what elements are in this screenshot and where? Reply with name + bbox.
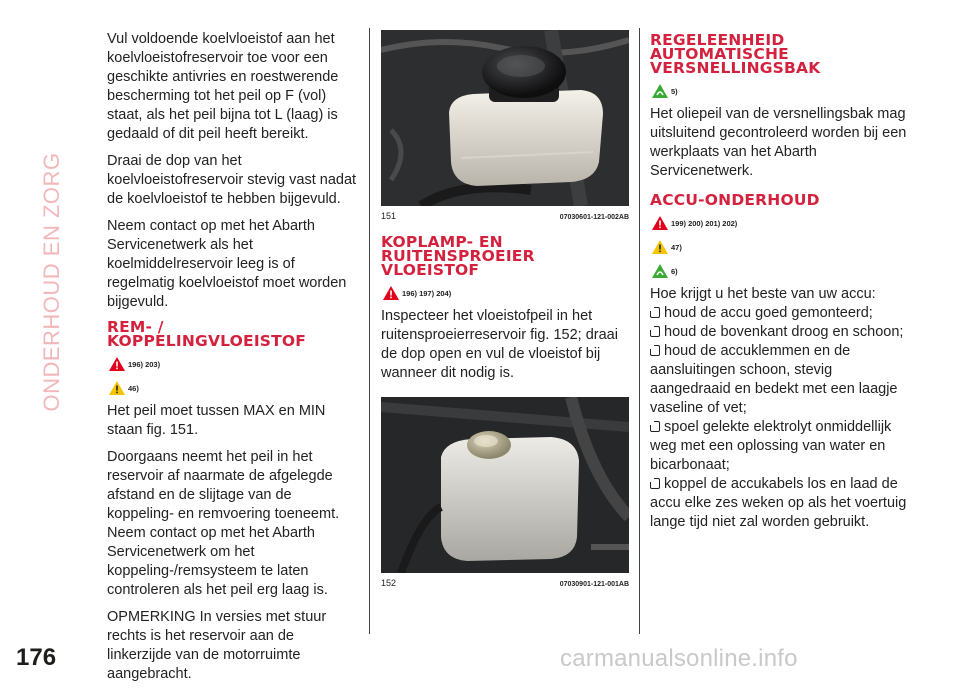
paragraph: Vul voldoende koelvloeistof aan het koelvloeistofreservoir toe voor een geschikte antivries en roestwerende bescherming tot het peil op F (vol) staat, als het peil bijna tot L (laag) is gedaald of dit peil heeft bereikt. <box>107 31 339 142</box>
section-heading-brake-fluid: REM- / KOPPELINGVLOEISTOF <box>107 318 307 350</box>
list-item: houd de bovenkant droog en schoon; <box>650 323 912 342</box>
figure-151-caption <box>381 211 629 221</box>
paragraph: Doorgaans neemt het peil in het reservoir af naarmate de afgelegde afstand en de slijtage van de koppeling- en remvoering toeneemt. Neem contact op met het Abarth Servicenetwerk om het koppeling-/remsysteem te laten controleren als het peil erg laag is. <box>107 449 340 598</box>
figure-code: 07030601-121-002AB <box>559 214 629 221</box>
figure-152-photo <box>381 397 629 573</box>
warning-reference <box>652 213 912 233</box>
section-heading-battery: ACCU-ONDERHOUD <box>650 191 820 209</box>
section-heading-automatic-transmission: REGELEENHEID AUTOMATISCHE VERSNELLINGSBAK <box>650 31 821 77</box>
warning-reference <box>383 283 629 303</box>
warning-ref-numbers: 196) 203) <box>128 359 161 369</box>
warning-triangle-red-icon <box>383 286 399 300</box>
list-item: houd de accuklemmen en de aansluitingen schoon, stevig aangedraaid en bedekt met een laagje vaseline of vet; <box>650 343 898 416</box>
paragraph: Neem contact op met het Abarth Servicenetwerk als het koelmiddelreservoir leeg is of regelmatig koelvloeistof moet worden bijgevuld. <box>107 218 347 310</box>
environment-ref-numbers: 6) <box>671 266 678 276</box>
column-divider <box>369 28 370 634</box>
checkbox-bullet-icon <box>650 478 660 489</box>
figure-code: 07030901-121-001AB <box>559 581 629 588</box>
environment-triangle-green-icon <box>652 264 668 278</box>
warning-ref-numbers: 199) 200) 201) 202) <box>671 218 738 228</box>
checkbox-bullet-icon <box>650 326 660 337</box>
figure-number: 152 <box>381 578 397 588</box>
warning-ref-numbers: 196) 197) 204) <box>402 288 452 298</box>
washer-fluid-reservoir-photo <box>381 397 629 573</box>
figure-number: 151 <box>381 211 397 221</box>
column-1 <box>107 30 359 692</box>
environment-reference <box>652 81 912 101</box>
warning-reference <box>109 354 359 374</box>
environment-triangle-green-icon <box>652 84 668 98</box>
checkbox-bullet-icon <box>650 307 660 318</box>
brake-fluid-reservoir-photo <box>381 30 629 206</box>
caution-ref-numbers: 47) <box>671 242 682 252</box>
section-title-text: ONDERHOUD EN ZORG <box>39 152 64 412</box>
page-number: 176 <box>16 644 57 671</box>
list-item: koppel de accukabels los en laad de accu elke zes weken op als het voertuig lange tijd niet zal worden gebruikt. <box>650 476 907 530</box>
paragraph: OPMERKING In versies met stuur rechts is het reservoir aan de linkerzijde van de motorruimte aangebracht. <box>107 609 327 682</box>
caution-ref-numbers: 46) <box>128 383 139 393</box>
column-2 <box>381 30 629 602</box>
section-heading-washer-fluid: KOPLAMP- EN RUITENSPROEIER VLOEISTOF <box>381 233 535 279</box>
column-3 <box>650 30 912 532</box>
list-item: houd de accu goed gemonteerd; <box>650 304 912 323</box>
figure-151-photo <box>381 30 629 206</box>
paragraph: Hoe krijgt u het beste van uw accu: <box>650 286 876 302</box>
caution-reference <box>109 378 359 398</box>
paragraph: Inspecteer het vloeistofpeil in het ruitensproeierreservoir fig. 152; draai de dop open en vul de vloeistof bij wanneer dit nodig is. <box>381 308 618 381</box>
paragraph: Draai de dop van het koelvloeistofreservoir stevig vast nadat de koelvloeistof te hebben bijgevuld. <box>107 153 357 207</box>
warning-triangle-yellow-icon <box>652 240 668 254</box>
environment-reference <box>652 261 912 281</box>
environment-ref-numbers: 5) <box>671 86 678 96</box>
paragraph: Het oliepeil van de versnellingsbak mag uitsluitend gecontroleerd worden bij een werkplaats van het Abarth Servicenetwerk. <box>650 106 907 179</box>
checkbox-bullet-icon <box>650 421 660 432</box>
checkbox-bullet-icon <box>650 345 660 356</box>
figure-152-caption <box>381 578 629 588</box>
warning-triangle-red-icon <box>652 216 668 230</box>
column-divider <box>639 28 640 634</box>
warning-triangle-yellow-icon <box>109 381 125 395</box>
watermark: carmanualsonline.info <box>560 645 798 672</box>
list-item: spoel gelekte elektrolyt onmiddellijk weg met een oplossing van water en bicarbonaat; <box>650 419 892 473</box>
paragraph: Het peil moet tussen MAX en MIN staan fig. 151. <box>107 403 326 438</box>
warning-triangle-red-icon <box>109 357 125 371</box>
caution-reference <box>652 237 912 257</box>
